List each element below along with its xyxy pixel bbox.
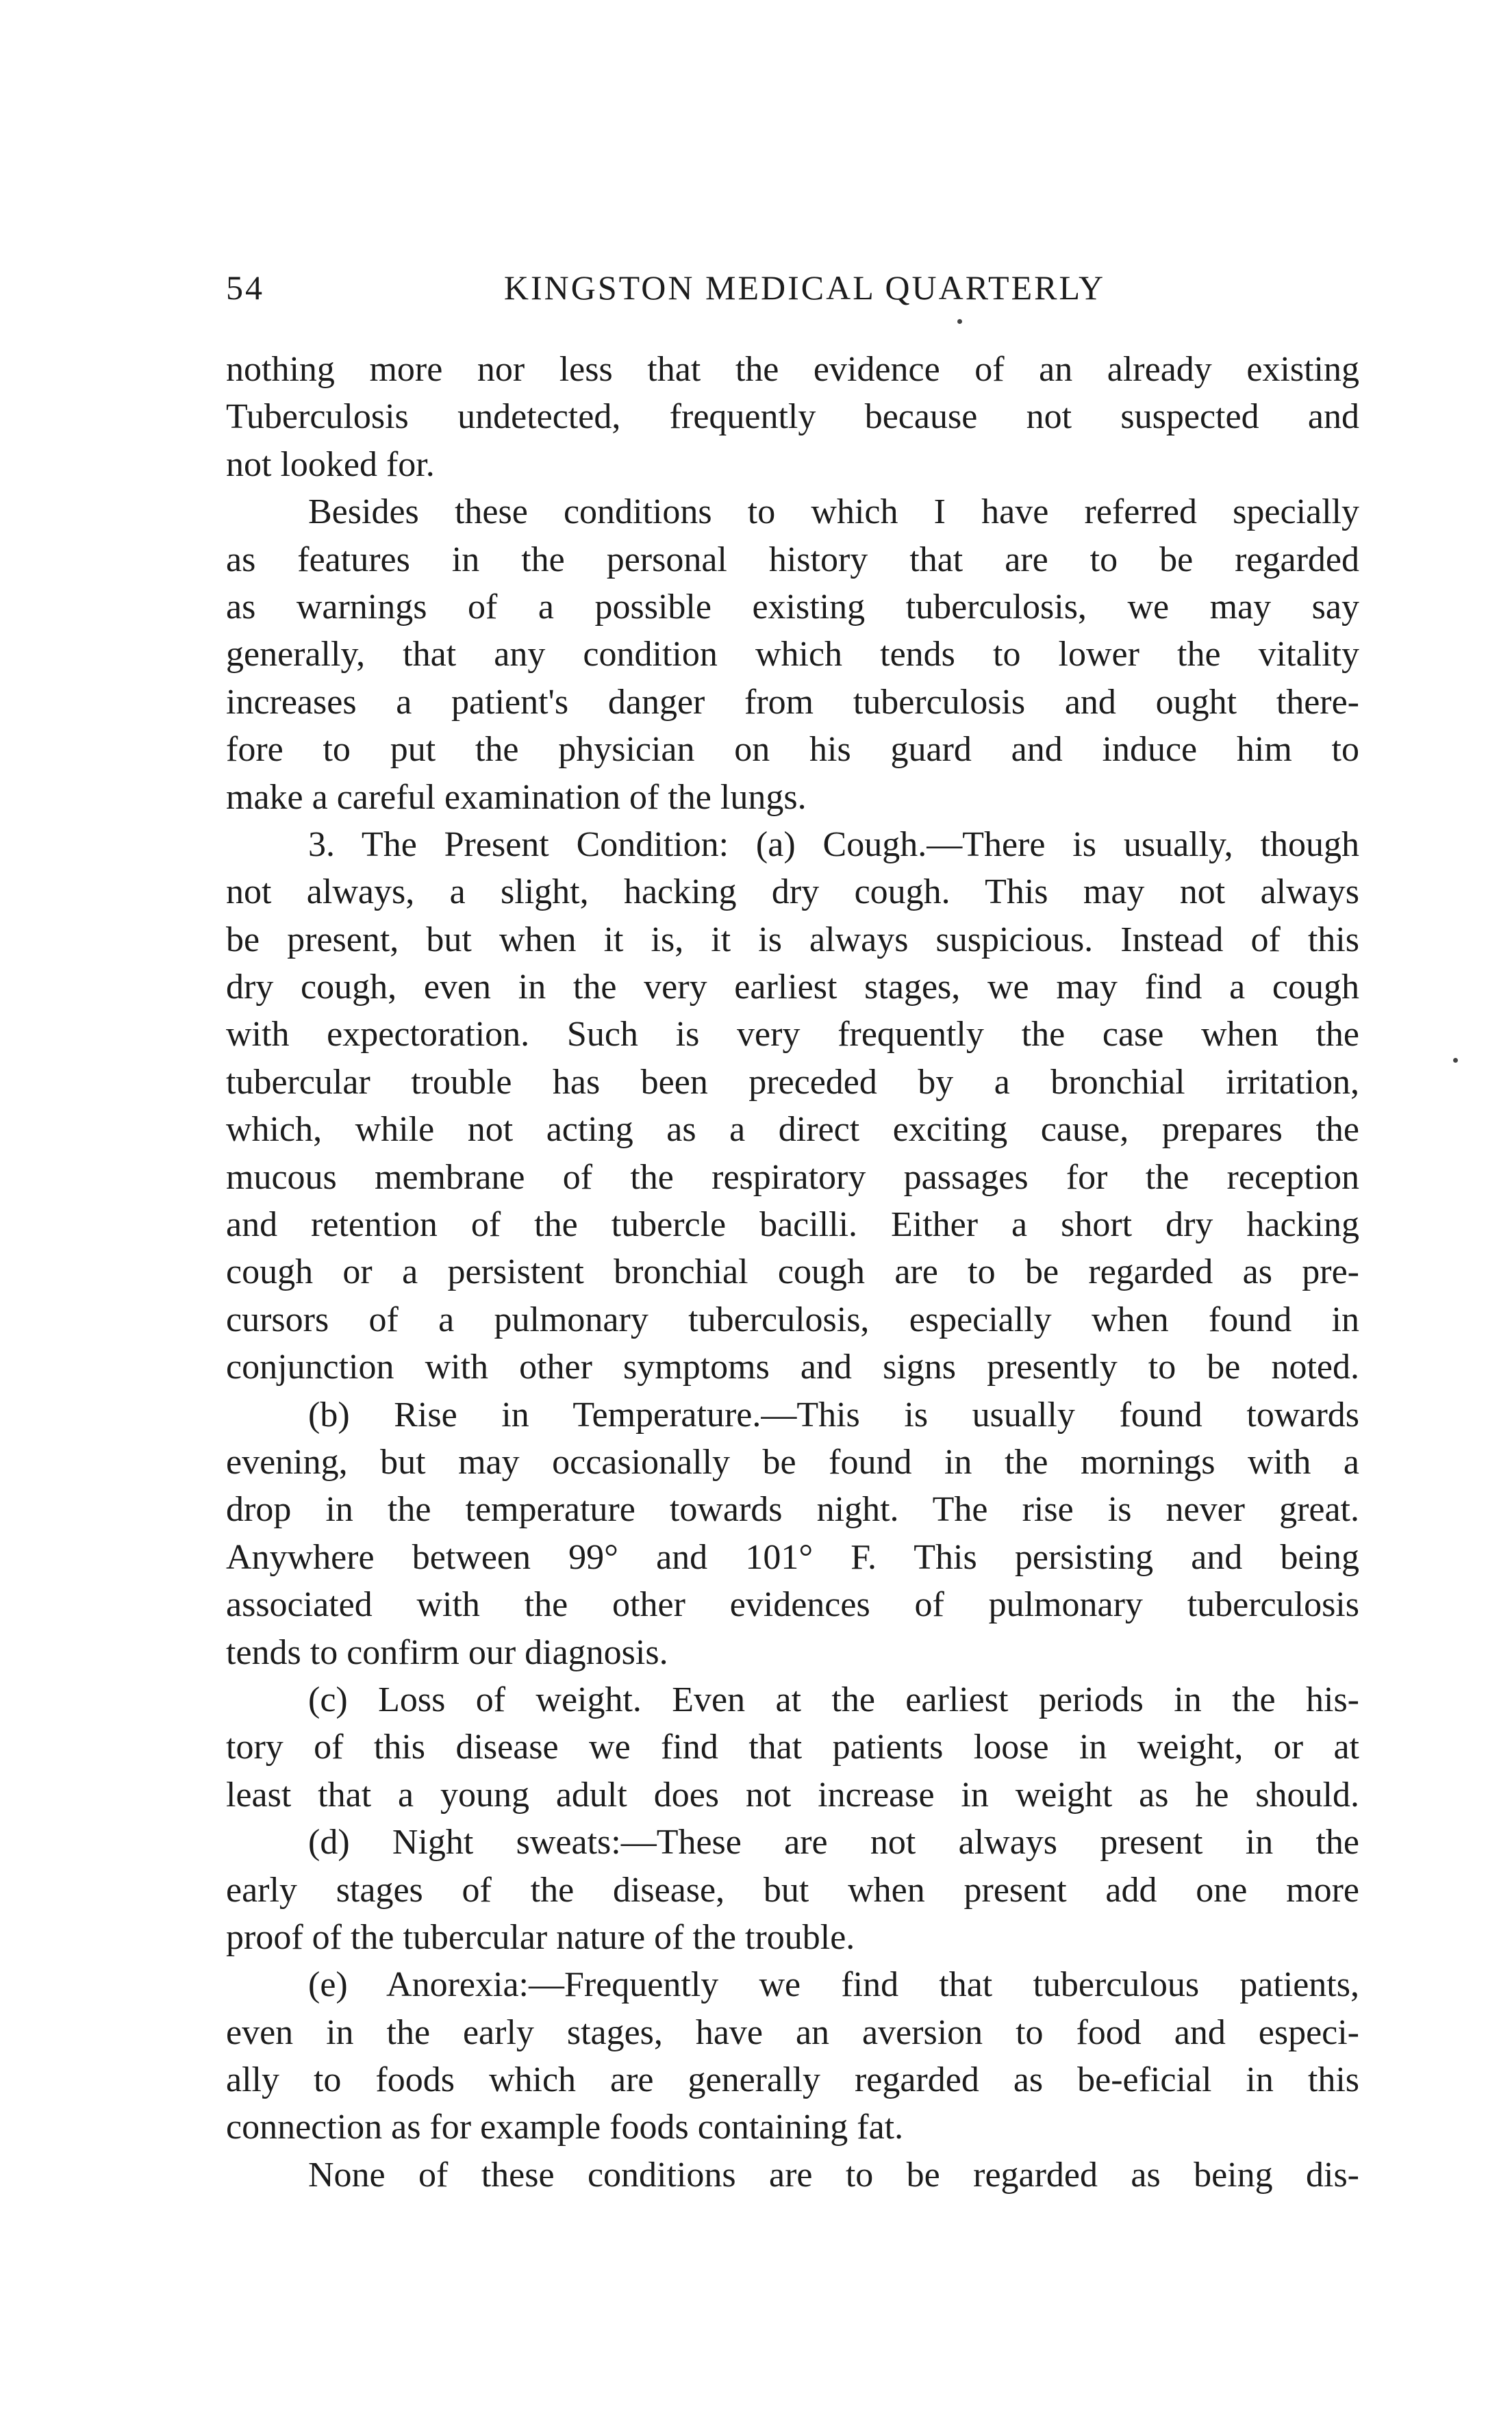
- text-line: proof of the tubercular nature of the trouble.: [226, 1917, 855, 1957]
- body-text: [226, 346, 1359, 2199]
- page-number: 54: [226, 268, 264, 307]
- text-line: nothing more nor less that the evidence of an already existing: [226, 350, 1359, 389]
- text-line: not looked for.: [226, 444, 435, 484]
- text-line: (c) Loss of weight. Even at the earliest periods in the his-: [308, 1680, 1359, 1719]
- text-line: cough or a persistent bronchial cough are to be regarded as pre-: [226, 1252, 1359, 1292]
- journal-title: KINGSTON MEDICAL QUARTERLY: [503, 268, 1106, 307]
- text-line: not always, a slight, hacking dry cough. This may not always: [226, 872, 1359, 912]
- text-line: Anywhere between 99° and 101° F. This persisting and being: [226, 1537, 1359, 1577]
- text-line: Besides these conditions to which I have referred specially: [308, 492, 1359, 532]
- text-line: increases a patient's danger from tuberculosis and ought there-: [226, 682, 1359, 722]
- text-line: and retention of the tubercle bacilli. Either a short dry hacking: [226, 1205, 1359, 1245]
- text-line: connection as for example foods containing fat.: [226, 2108, 904, 2147]
- text-line: (b) Rise in Temperature.—This is usually found towards: [308, 1395, 1359, 1435]
- text-line: with expectoration. Such is very frequently the case when the: [226, 1015, 1359, 1054]
- text-line: early stages of the disease, but when present add one more: [226, 1870, 1359, 1910]
- text-line: conjunction with other symptoms and signs presently to be noted.: [226, 1348, 1359, 1387]
- text-line: (e) Anorexia:—Frequently we find that tuberculous patients,: [308, 1965, 1359, 2005]
- text-line: (d) Night sweats:—These are not always present in the: [308, 1823, 1359, 1862]
- text-line: as features in the personal history that are to be regarded: [226, 540, 1359, 579]
- text-line: associated with the other evidences of pulmonary tuberculosis: [226, 1585, 1359, 1625]
- text-line: as warnings of a possible existing tuberculosis, we may say: [226, 587, 1359, 627]
- text-line: Tuberculosis undetected, frequently because not suspected and: [226, 397, 1359, 437]
- text-line: tory of this disease we find that patients loose in weight, or at: [226, 1728, 1359, 1767]
- text-line: be present, but when it is, it is always suspicious. Instead of this: [226, 920, 1359, 959]
- print-speck: [1453, 1058, 1458, 1063]
- text-line: dry cough, even in the very earliest stages, we may find a cough: [226, 968, 1359, 1007]
- text-line: make a careful examination of the lungs.: [226, 777, 807, 817]
- print-speck: [957, 319, 962, 324]
- text-line: None of these conditions are to be regarded as being dis-: [308, 2155, 1359, 2195]
- text-line: generally, that any condition which tends to lower the vitality: [226, 635, 1359, 674]
- text-line: which, while not acting as a direct exciting cause, prepares the: [226, 1110, 1359, 1150]
- text-line: cursors of a pulmonary tuberculosis, especially when found in: [226, 1300, 1359, 1339]
- text-line: even in the early stages, have an aversion to food and especi-: [226, 2012, 1359, 2052]
- running-head: [226, 264, 1383, 312]
- text-line: evening, but may occasionally be found in the mornings with a: [226, 1442, 1359, 1482]
- text-line: drop in the temperature towards night. The rise is never great.: [226, 1490, 1359, 1530]
- text-line: tends to confirm our diagnosis.: [226, 1632, 668, 1672]
- text-line: least that a young adult does not increase in weight as he should.: [226, 1775, 1359, 1815]
- text-line: mucous membrane of the respiratory passages for the reception: [226, 1157, 1359, 1197]
- text-line: 3. The Present Condition: (a) Cough.—There is usually, though: [308, 824, 1359, 864]
- text-line: fore to put the physician on his guard and induce him to: [226, 730, 1359, 770]
- text-line: ally to foods which are generally regarded as be-eficial in this: [226, 2060, 1359, 2100]
- text-line: tubercular trouble has been preceded by a bronchial irritation,: [226, 1062, 1359, 1102]
